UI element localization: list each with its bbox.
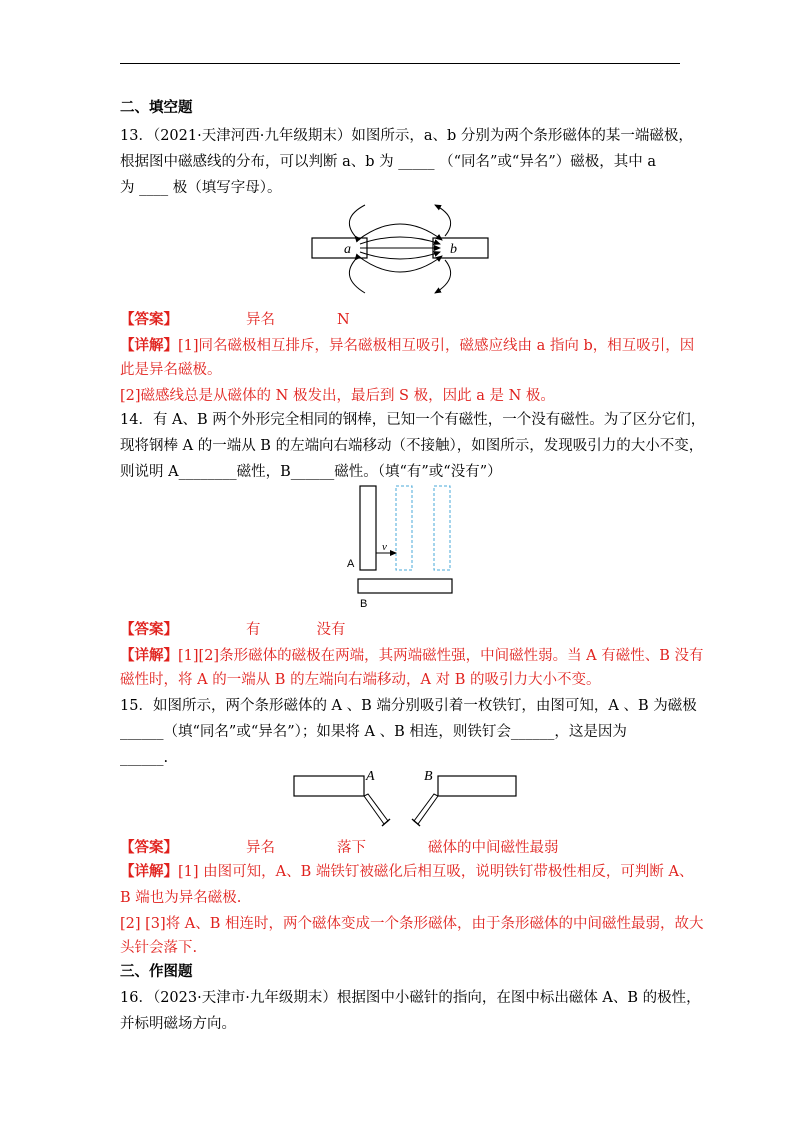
magnet-right — [438, 776, 516, 796]
q15-answer-1: 异名 — [246, 840, 275, 856]
q14-line1: 14．有 A、B 两个外形完全相同的钢棒，已知一个有磁性，一个没有磁性。为了区分它们， — [120, 412, 706, 428]
label-b: b — [450, 242, 457, 257]
q15-answer — [120, 838, 559, 858]
bar-A — [360, 486, 376, 570]
q14-detail-line2: 磁性时，将 A 的一端从 B 的左端向右端移动，A 对 B 的吸引力大小不变。 — [120, 672, 601, 688]
q13-magnetic-field-figure — [300, 200, 500, 300]
q14-answer — [120, 620, 346, 640]
q14-line2: 现将钢棒 A 的一端从 B 的左端向右端移动（不接触），如图所示，发现吸引力的大小不变， — [120, 438, 704, 454]
q14-detail-line1: 【详解】[1][2]条形磁体的磁极在两端，其两端磁性强，中间磁性弱。当 A 有磁性、B 没有 — [120, 647, 704, 664]
q15-magnets-nails-figure — [290, 766, 520, 834]
q13-detail-line3: [2]磁感线总是从磁体的 N 极发出，最后到 S 极，因此 a 是 N 极。 — [120, 388, 555, 404]
answer-tag: 【答案】 — [120, 621, 178, 638]
q13-line1: 13．（2021·天津河西·九年级期末）如图所示，a、b 分别为两个条形磁体的某一端磁极， — [120, 128, 693, 144]
q13-line3: 为 ____ 极（填写字母）。 — [120, 180, 282, 196]
q14-answer-2: 没有 — [316, 622, 346, 638]
magnet-b-bar — [433, 238, 488, 258]
section-title-fill-blank: 二、填空题 — [120, 99, 193, 116]
detail-tag: 【详解】 — [120, 647, 178, 664]
q14-answer-1: 有 — [246, 622, 261, 638]
q13-answer — [120, 310, 350, 330]
q14-line3: 则说明 A________磁性，B______磁性。（填“有”或“没有”） — [120, 464, 502, 480]
label-A: A — [347, 558, 355, 570]
q13-answer-1: 异名 — [246, 312, 275, 328]
q13-detail-line1: 【详解】[1]同名磁极相互排斥，异名磁极相互吸引，磁感应线由 a 指向 b，相互吸引，因 — [120, 337, 695, 354]
magnet-a-bar — [312, 238, 367, 258]
q15-detail-line4: 头针会落下. — [120, 940, 198, 956]
label-a: a — [344, 242, 351, 257]
q15-detail-line3: [2] [3]将 A、B 相连时，两个磁体变成一个条形磁体，由于条形磁体的中间磁性最弱，故大 — [120, 916, 704, 932]
q13-line2: 根据图中磁感线的分布，可以判断 a、b 为 _____ （“同名”或“异名”）磁极，其中 a — [120, 154, 657, 170]
label-B: B — [360, 598, 368, 610]
q14-steel-bars-figure — [340, 482, 470, 612]
q16-line1: 16．（2023·天津市·九年级期末）根据图中小磁针的指向，在图中标出磁体 A、B 的极性， — [120, 990, 701, 1006]
bar-A-dashed-2 — [434, 486, 450, 570]
answer-tag: 【答案】 — [120, 839, 178, 856]
q15-detail-line1: 【详解】[1] 由图可知，A、B 端铁钉被磁化后相互吸，说明铁钉带极性相反，可判断 A、 — [120, 863, 694, 880]
q15-answer-3: 磁体的中间磁性最弱 — [428, 840, 559, 856]
bar-A-dashed-1 — [396, 486, 412, 570]
label-B: B — [424, 769, 433, 784]
q13-answer-2: N — [337, 312, 350, 328]
q15-line1: 15．如图所示，两个条形磁体的 A 、B 端分别吸引着一枚铁钉，由图可知，A 、B 为磁极 — [120, 698, 697, 714]
q15-answer-2: 落下 — [337, 840, 366, 856]
q15-line3: ______. — [120, 750, 169, 766]
detail-tag: 【详解】 — [120, 863, 178, 880]
detail-tag: 【详解】 — [120, 337, 178, 354]
bar-B — [358, 579, 452, 593]
label-A: A — [366, 769, 375, 784]
header-rule — [120, 63, 680, 64]
magnet-left — [294, 776, 364, 796]
answer-tag: 【答案】 — [120, 311, 178, 328]
q15-line2: ______（填“同名”或“异名”）；如果将 A 、B 相连，则铁钉会______，这是因为 — [120, 724, 627, 740]
q13-detail-line2: 此是异名磁极。 — [120, 362, 222, 378]
label-v: v — [382, 541, 387, 553]
section-title-drawing: 三、作图题 — [120, 963, 193, 980]
q16-line2: 并标明磁场方向。 — [120, 1016, 236, 1032]
q15-detail-line2: B 端也为异名磁极. — [120, 890, 242, 906]
